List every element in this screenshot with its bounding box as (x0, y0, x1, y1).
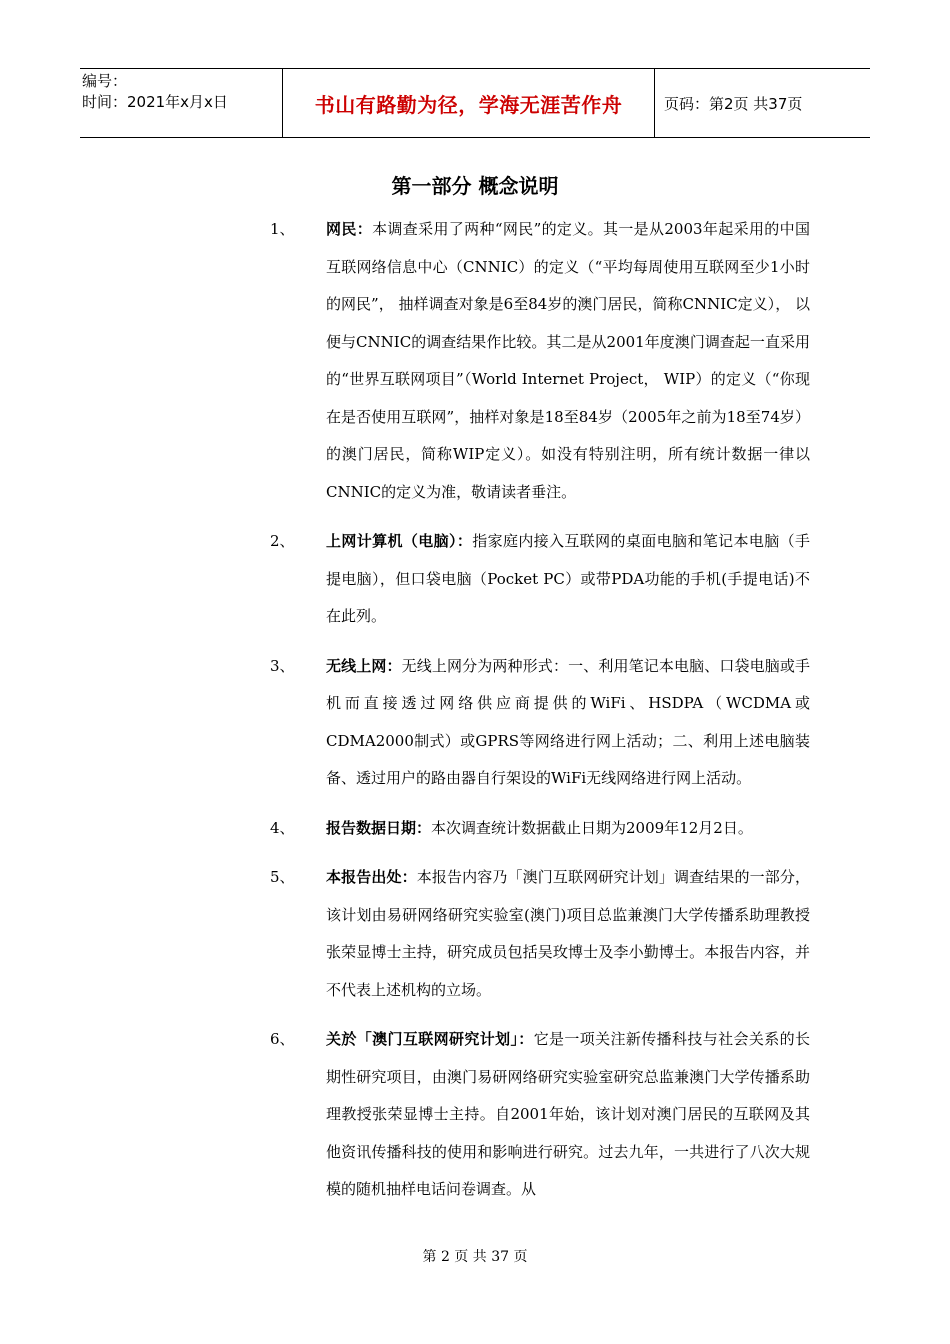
item-term: 上网计算机（电脑）： (326, 532, 473, 550)
list-item (270, 1021, 810, 1209)
section-title: 第一部分 概念说明 (391, 174, 559, 198)
item-number: 3、 (270, 656, 295, 675)
list-item (270, 810, 810, 848)
header-page-cell (655, 69, 870, 137)
header-meta (80, 69, 282, 137)
item-term: 本报告出处： (326, 868, 417, 886)
item-number: 5、 (270, 868, 295, 886)
time-text: 时间：2021年x月x日 (82, 93, 228, 111)
item-text: 本报告内容乃「澳门互联网研究计划」调查结果的一部分， 该计划由易研网络研究实验室(澳门)项目总监兼澳门大学传播系助理教授张荣显博士主持，研究成员包括吴玫博士及李小勤博士。本报告内容，并不代表上述机构的立场。 (326, 868, 810, 999)
item-text: 无线上网分为两种形式：一、利用笔记本电脑、口袋电脑或手机而直接透过网络供应商提供的WiFi、HSDPA（WCDMA或CDMA2000制式）或GPRS等网络进行网上活动；二、利用上述电脑装备、透过用户的路由器自行架设的WiFi无线网络进行网上活动。 (326, 656, 810, 787)
page-footer: 第 2 页 共 37 页 (422, 1249, 528, 1265)
list-item (270, 859, 810, 1009)
definition-list (270, 211, 810, 1221)
list-item (270, 211, 810, 511)
item-number: 4、 (270, 818, 295, 837)
motto: 书山有路勤为径，学海无涯苦作舟 (314, 92, 623, 117)
header-motto-cell (282, 69, 655, 137)
page-indicator: 页码：第2页 共37页 (664, 94, 803, 113)
list-item (270, 523, 810, 636)
item-text: 它是一项关注新传播科技与社会关系的长期性研究项目，由澳门易研网络研究实验室研究总监兼澳门大学传播系助理教授张荣显博士主持。自2001年始，该计划对澳门居民的互联网及其他资讯传播科技的使用和影响进行研究。过去九年，一共进行了八次大规模的随机抽样电话问卷调查。从 (326, 1030, 810, 1198)
item-number: 1、 (270, 220, 295, 238)
list-item (270, 648, 810, 798)
item-text: 指家庭内接入互联网的桌面电脑和笔记本电脑（手提电脑），但口袋电脑（Pocket PC）或带PDA功能的手机(手提电话)不在此列。 (326, 532, 810, 625)
item-number: 6、 (270, 1030, 295, 1048)
code-label: 编号： (82, 72, 128, 90)
item-term: 网民： (326, 220, 373, 238)
item-text: 本次调查统计数据截止日期为2009年12月2日。 (431, 818, 753, 837)
item-term: 无线上网： (326, 656, 402, 675)
item-number: 2、 (270, 532, 295, 550)
page-header (80, 68, 870, 138)
item-text: 本调查采用了两种“网民”的定义。其一是从2003年起采用的中国互联网络信息中心（CNNIC）的定义（“平均每周使用互联网至少1小时的网民”， 抽样调查对象是6至84岁的澳门居民，简称CNNIC定义）， 以便与CNNIC的调查结果作比较。其二是从2001年度澳门调查起一直采用的“世界互联网项目”（World Internet Project， WIP）的定义（“你现在是否使用互联网”，抽样对象是18至84岁（2005年之前为18至74岁）的澳门居民，简称WIP定义）。如没有特别注明，所有统计数据一律以CNNIC的定义为准，敬请读者垂注。 (326, 220, 810, 501)
item-term: 报告数据日期： (326, 818, 432, 837)
item-term: 关於「澳门互联网研究计划」： (326, 1030, 534, 1048)
